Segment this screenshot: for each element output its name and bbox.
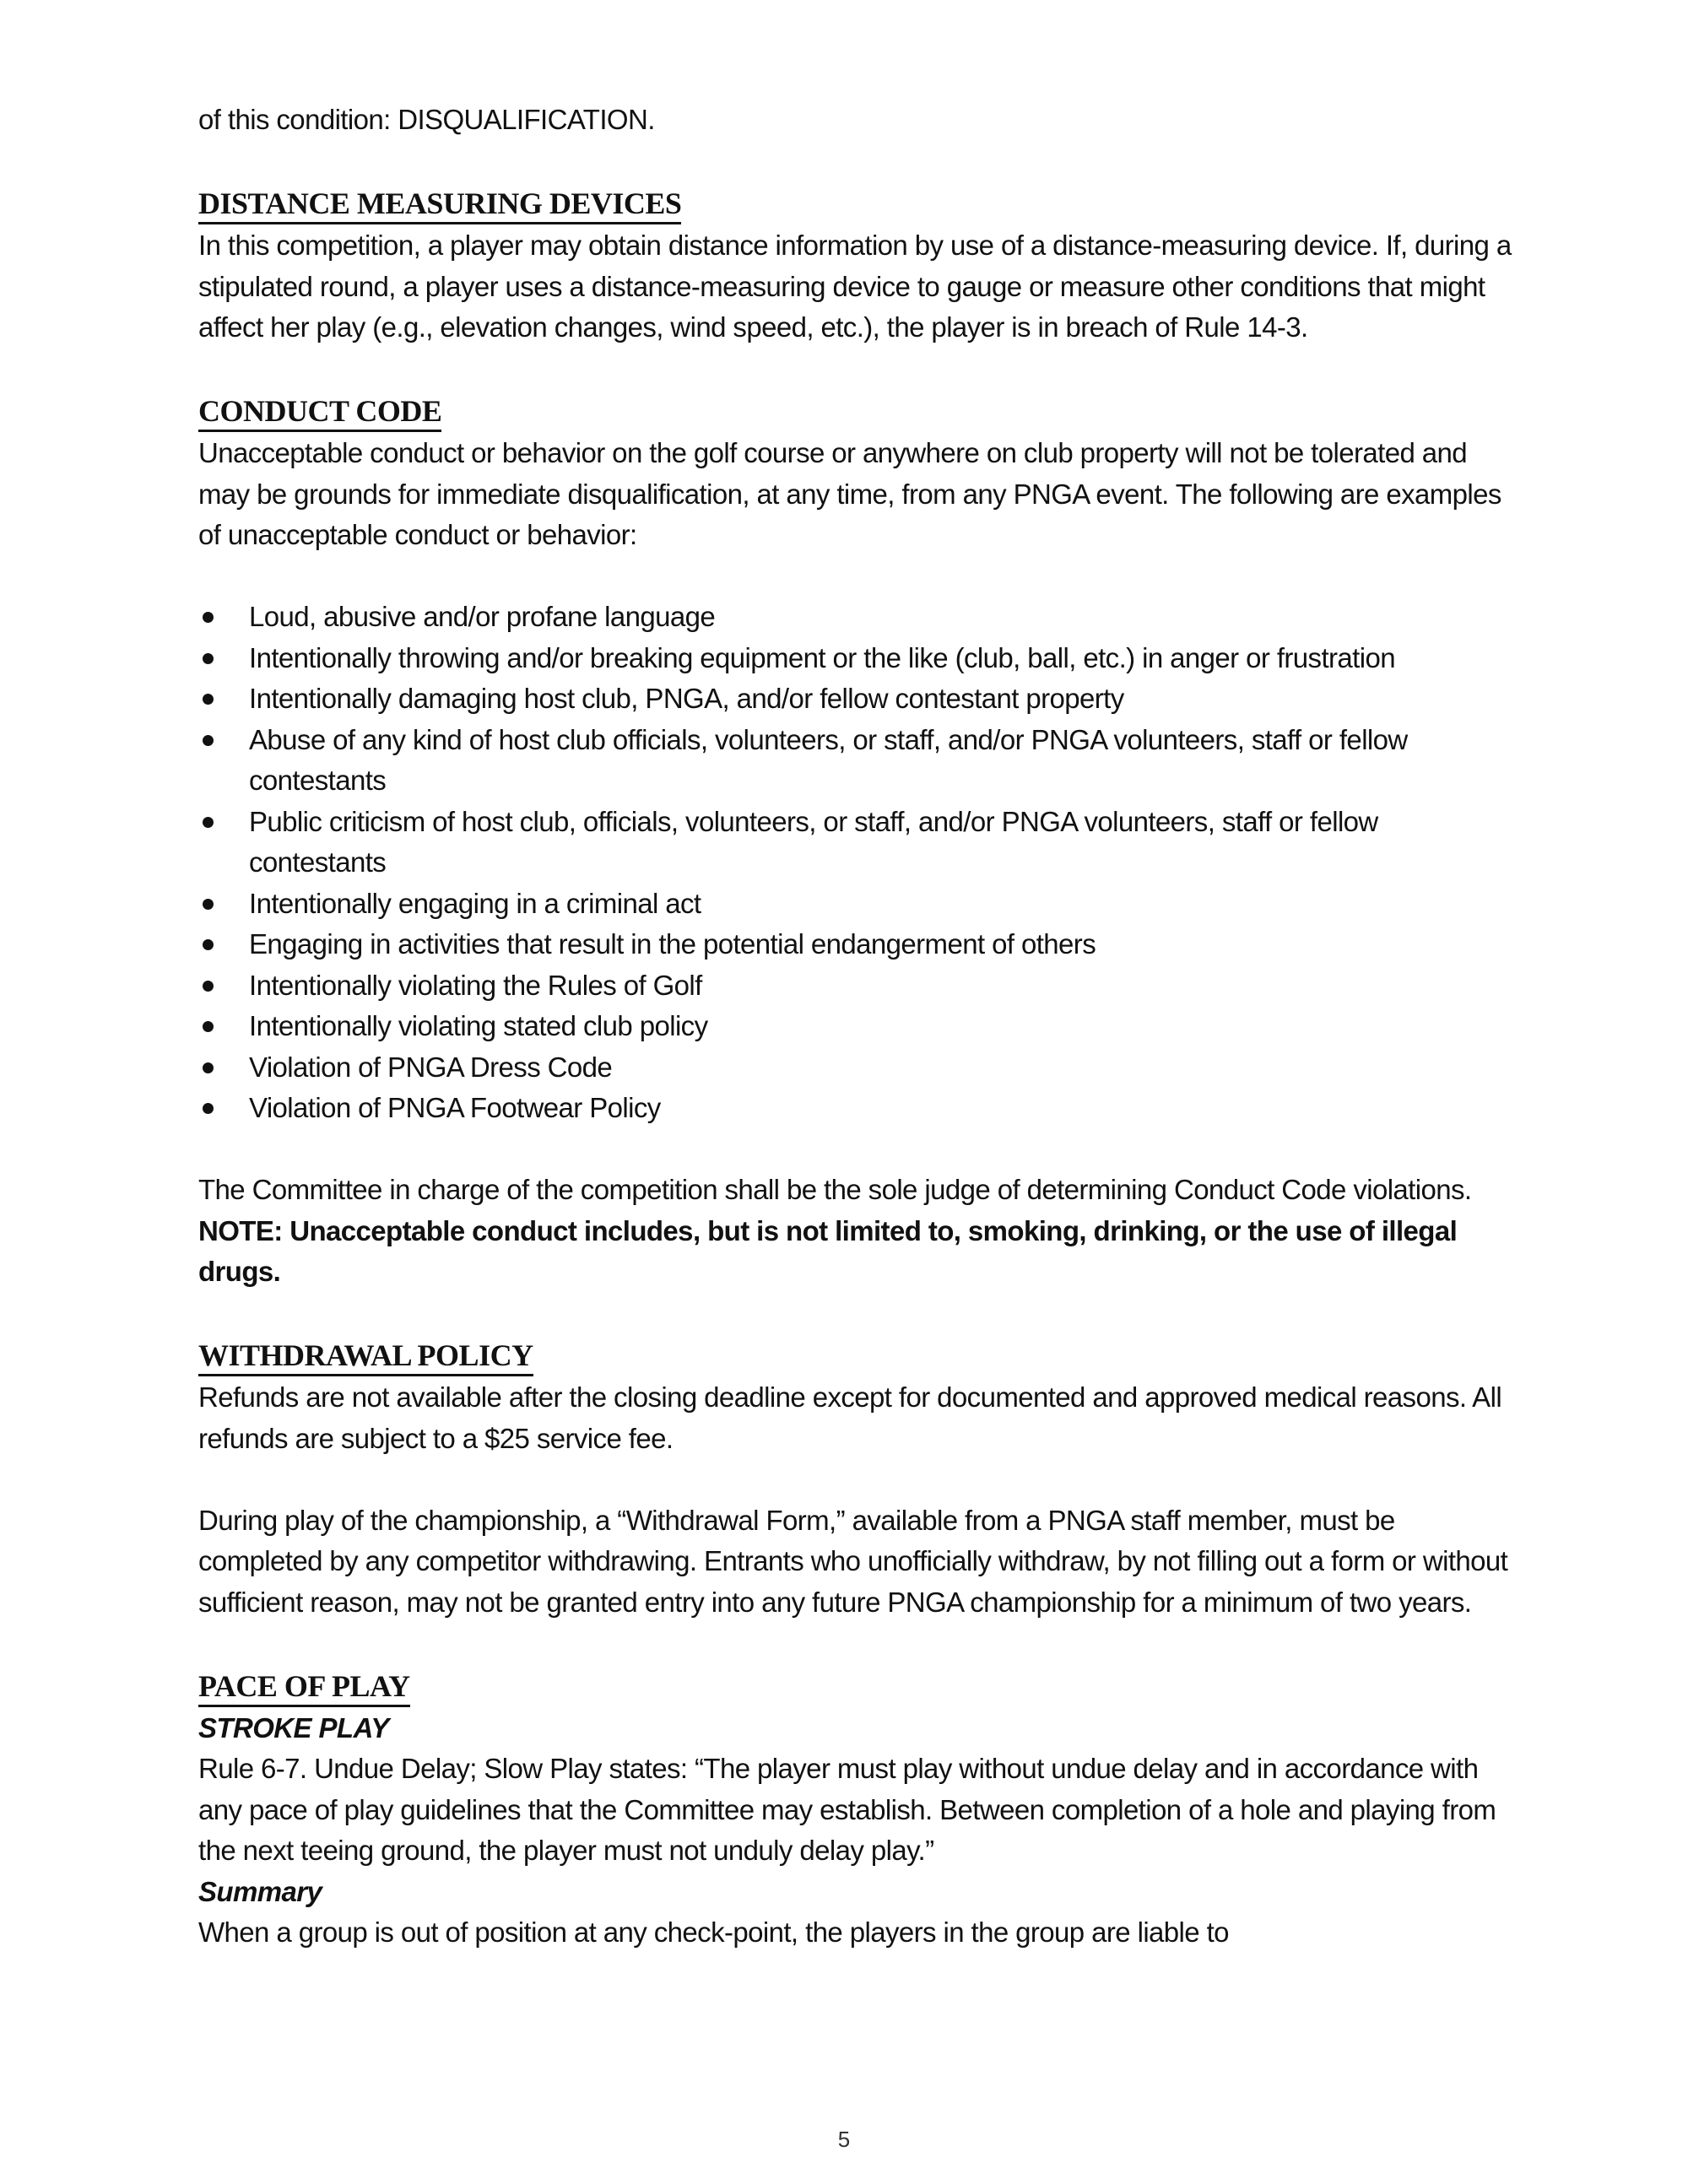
bullet-icon [203,1021,214,1032]
list-item-text: Public criticism of host club, officials, volunteers, or staff, and/or PNGA volunteers, staff or fellow contestants [249,805,1378,878]
section-heading-withdrawal-policy: WITHDRAWAL POLICY [198,1337,533,1376]
list-item [198,1088,1515,1129]
list-item [198,924,1515,965]
section-heading-distance-measuring-devices: DISTANCE MEASURING DEVICES [198,185,681,224]
list-item-text: Intentionally violating stated club policy [249,1010,708,1041]
list-item [198,638,1515,679]
pace-heading-wrap [198,1664,1515,1708]
list-item-text: Abuse of any kind of host club officials, volunteers, or staff, and/or PNGA volunteers, staff or fellow contestants [249,723,1408,796]
list-item-text: Intentionally violating the Rules of Golf [249,969,702,1001]
list-item [198,1006,1515,1047]
bullet-icon [203,939,214,950]
distance-heading-wrap [198,181,1515,225]
conduct-note-bold: NOTE: Unacceptable conduct includes, but is not limited to, smoking, drinking, or the use of illegal drugs. [198,1214,1458,1287]
list-item [198,1047,1515,1089]
bullet-icon [203,981,214,992]
intro-line: of this condition: DISQUALIFICATION. [198,104,655,135]
spacer [198,1293,1515,1334]
conduct-bullet-list [198,597,1515,1129]
withdrawal-heading-wrap [198,1333,1515,1377]
list-item-text: Engaging in activities that result in the potential endangerment of others [249,928,1096,960]
bullet-icon [203,899,214,910]
bullet-icon [203,1103,214,1114]
bullet-icon [203,817,214,828]
conduct-heading-wrap [198,389,1515,433]
spacer [198,556,1515,597]
section-heading-pace-of-play: PACE OF PLAY [198,1668,410,1707]
list-item [198,802,1515,884]
page-number: 5 [837,2127,851,2152]
bullet-icon [203,653,214,664]
list-item-text: Intentionally engaging in a criminal act [249,887,701,919]
withdrawal-paragraph-1: Refunds are not available after the closing deadline except for documented and approved medical reasons. All refunds are subject to a $25 service fee. [198,1381,1502,1454]
distance-paragraph: In this competition, a player may obtain distance information by use of a distance-measuring device. If, during a stipulated round, a player uses a distance-measuring device to gauge or measure other conditions that might affect her play (e.g., elevation changes, wind speed, etc.), the player is in breach of Rule 14-3. [198,230,1512,343]
conduct-closing-paragraph [198,1170,1515,1293]
list-item [198,597,1515,638]
list-item-text: Intentionally throwing and/or breaking equipment or the like (club, ball, etc.) in anger or frustration [249,641,1395,673]
list-item-text: Violation of PNGA Footwear Policy [249,1092,661,1123]
spacer [198,1623,1515,1664]
conduct-paragraph: Unacceptable conduct or behavior on the golf course or anywhere on club property will not be tolerated and may be grounds for immediate disqualification, at any time, from any PNGA event. The following are examples of unacceptable conduct or behavior: [198,437,1501,550]
bullet-icon [203,612,214,623]
list-item-text: Intentionally damaging host club, PNGA, and/or fellow contestant property [249,683,1124,714]
pace-summary-paragraph: When a group is out of position at any check-point, the players in the group are liable to [198,1916,1229,1948]
subheading-summary: Summary [198,1875,322,1907]
conduct-closing-text: The Committee in charge of the competition shall be the sole judge of determining Conduct Code violations. [198,1174,1472,1205]
spacer [198,1459,1515,1500]
subheading-stroke-play: STROKE PLAY [198,1711,389,1743]
list-item [198,720,1515,802]
section-heading-conduct-code: CONDUCT CODE [198,392,441,432]
list-item-text: Violation of PNGA Dress Code [249,1051,613,1083]
list-item [198,678,1515,720]
spacer [198,349,1515,390]
bullet-icon [203,694,214,705]
bullet-icon [203,735,214,746]
list-item-text: Loud, abusive and/or profane language [249,601,716,632]
list-item [198,884,1515,925]
spacer [198,1129,1515,1170]
document-page [198,100,1515,1954]
pace-rule-paragraph: Rule 6-7. Undue Delay; Slow Play states: “The player must play without undue delay and in accordance with any pace of play guidelines that the Committee may establish. Between completion of a hole and playing from the next teeing ground, the player must not unduly delay play.” [198,1753,1496,1866]
spacer [198,141,1515,182]
list-item [198,965,1515,1007]
bullet-icon [203,1062,214,1073]
withdrawal-paragraph-2: During play of the championship, a “Withdrawal Form,” available from a PNGA staff member, must be completed by any competitor withdrawing. Entrants who unofficially withdraw, by not filling out a form or without sufficient reason, may not be granted entry into any future PNGA championship for a minimum of two years. [198,1504,1508,1618]
